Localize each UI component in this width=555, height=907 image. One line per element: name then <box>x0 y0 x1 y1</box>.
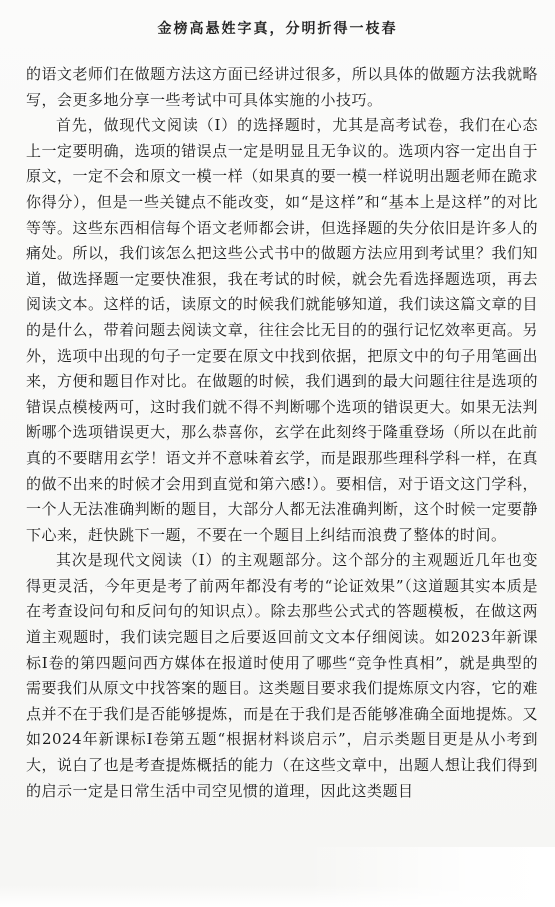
paragraph-2: 首先，做现代文阅读（I）的选择题时，尤其是高考试卷，我们在心态上一定要明确，选项的错误点一定是明显且无争议的。选项内容一定出自于原文，一定不会和原文一模一样（如果真的要一模一样说明出题老师在跪求你得分），但是一些关键点不能改变，如“是这样”和“基本上是这样”的对比等等。这些东西相信每个语文老师都会讲，但选择题的失分依旧是许多人的痛处。所以，我们该怎么把这些公式书中的做题方法应用到考试里？我们知道，做选择题一定要快准狠，我在考试的时候，就会先看选择题选项，再去阅读文本。这样的话，读原文的时候我们就能够知道，我们读这篇文章的目的是什么，带着问题去阅读文章，往往会比无目的的强行记忆效率更高。另外，选项中出现的句子一定要在原文中找到依据，把原文中的句子用笔画出来，方便和题目作对比。在做题的时候，我们遇到的最大问题往往是选项的错误点模棱两可，这时我们就不得不判断哪个选项的错误更大。如果无法判断哪个选项错误更大，那么恭喜你，玄学在此刻终于隆重登场（所以在此前真的不要瞎用玄学！语文并不意味着玄学，而是跟那些理科学科一样，在真的做不出来的时候才会用到直觉和第六感!）。要相信，对于语文这门学科，一个人无法准确判断的题目，大部分人都无法准确判断，这个时候一定要静下心来，赶快跳下一题，不要在一个题目上纠结而浪费了整体的时间。 <box>26 116 538 544</box>
body-text <box>26 62 538 804</box>
bottom-fade <box>0 885 555 907</box>
paragraph-3: 其次是现代文阅读（I）的主观题部分。这个部分的主观题近几年也变得更灵活，今年更是考了前两年都没有考的“论证效果”（这道题其实本质是在考查设问句和反问句的知识点）。除去那些公式式的答题模板，在做这两道主观题时，我们读完题目之后要返回前文文本仔细阅读。如2023年新课标Ⅰ卷的第四题问西方媒体在报道时使用了哪些“竞争性真相”，就是典型的需要我们从原文中找答案的题目。这类题目要求我们提炼原文内容，它的难点并不在于我们是否能够提炼，而是在于我们是否能够准确全面地提炼。又如2024年新课标Ⅰ卷第五题“根据材料谈启示”，启示类题目更是从小考到大，说白了也是考查提炼概括的能力（在这些文章中，出题人想让我们得到的启示一定是日常生活中司空见惯的道理，因此这类题目 <box>26 551 538 800</box>
paragraph-1: 的语文老师们在做题方法这方面已经讲过很多，所以具体的做题方法我就略写，会更多地分享一些考试中可具体实施的小技巧。 <box>26 65 538 109</box>
page-header: 金榜高悬姓字真，分明折得一枝春 <box>157 21 398 37</box>
